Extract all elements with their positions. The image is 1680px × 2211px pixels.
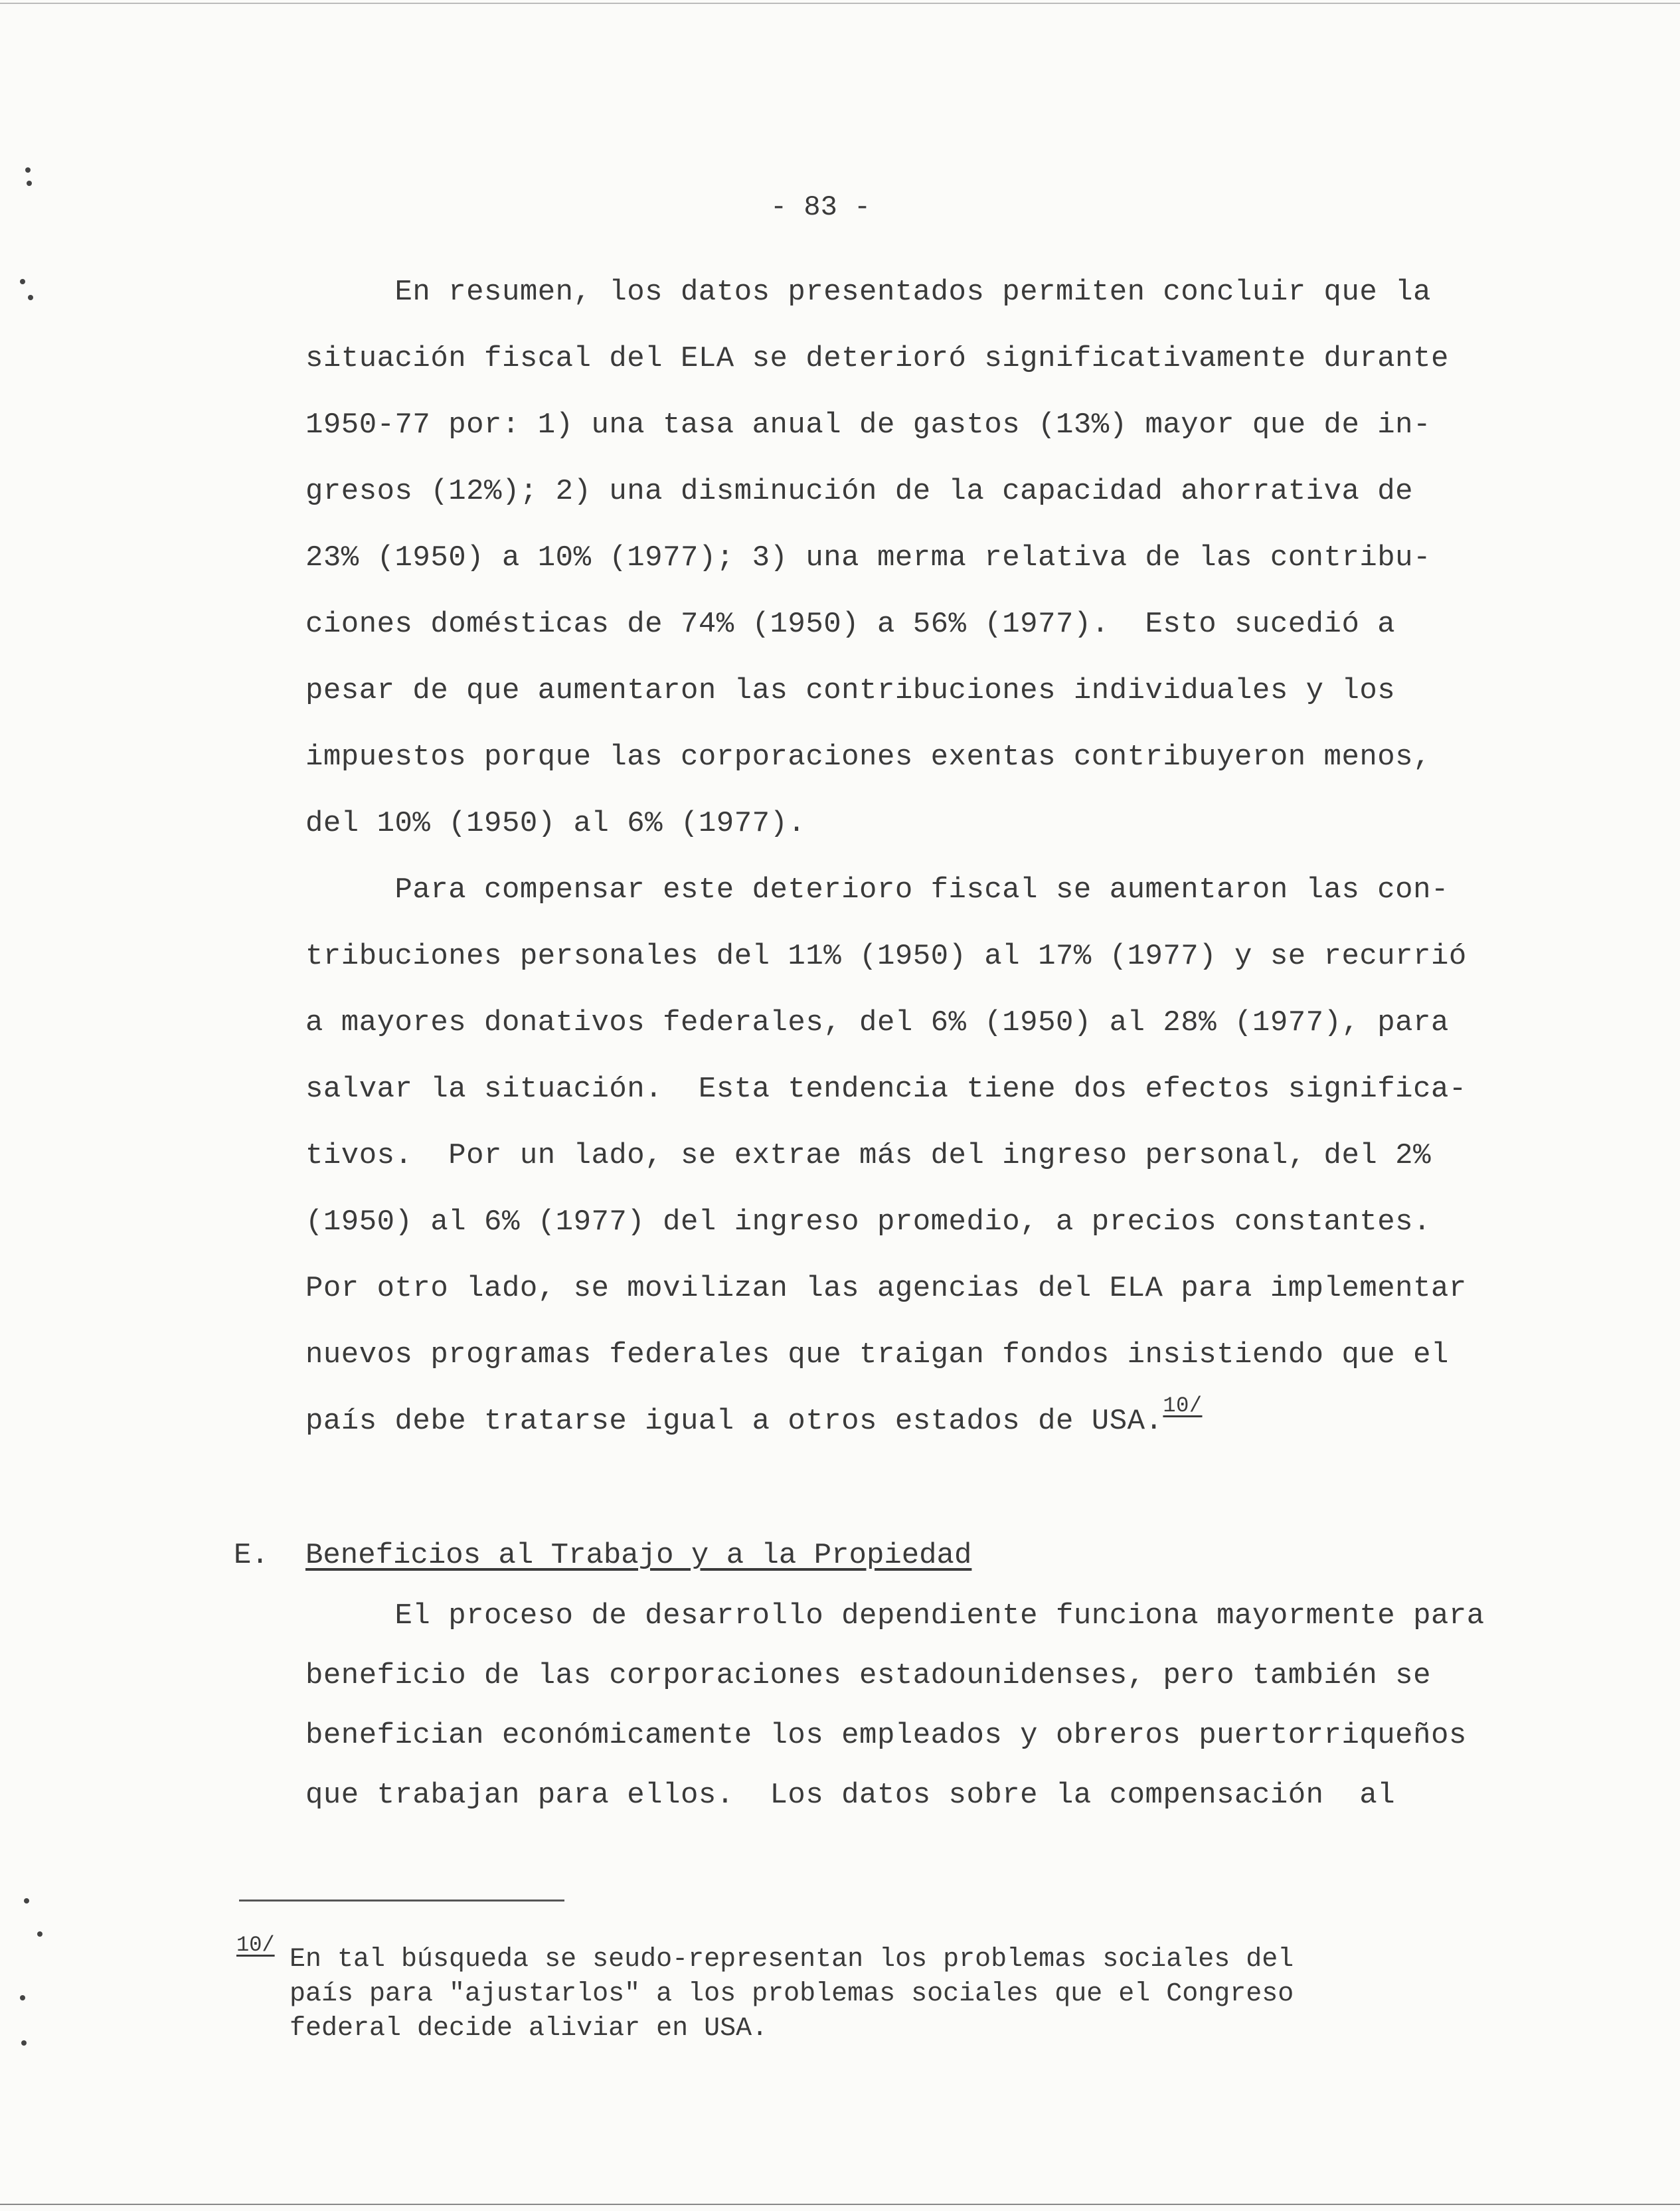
text-line [305, 1393, 1203, 1438]
scan-speck [25, 167, 31, 173]
footnote-divider [239, 1900, 564, 1901]
text-line: impuestos porque las corporaciones exentas contribuyeron menos, [305, 741, 1431, 774]
text-line: Por otro lado, se movilizan las agencias del ELA para implementar [305, 1272, 1467, 1305]
text-line: situación fiscal del ELA se deterioró significativamente durante [305, 342, 1449, 375]
text-line: 23% (1950) a 10% (1977); 3) una merma relativa de las contribu- [305, 541, 1431, 575]
footnote-line: En tal búsqueda se seudo-representan los problemas sociales del [290, 1945, 1294, 1975]
text-line: del 10% (1950) al 6% (1977). [305, 807, 806, 840]
text-line: tivos. Por un lado, se extrae más del ingreso personal, del 2% [305, 1139, 1431, 1172]
text-line: pesar de que aumentaron las contribuciones individuales y los [305, 674, 1396, 707]
scan-edge-bottom [0, 2204, 1680, 2205]
text-line: benefician económicamente los empleados y obreros puertorriqueños [305, 1719, 1467, 1752]
text-line: El proceso de desarrollo dependiente funciona mayormente para [305, 1599, 1485, 1633]
text-line: salvar la situación. Esta tendencia tiene dos efectos significa- [305, 1073, 1467, 1106]
footnote-reference[interactable]: 10/ [1163, 1393, 1203, 1418]
scan-speck [27, 181, 32, 186]
text-line: ciones domésticas de 74% (1950) a 56% (1977). Esto sucedió a [305, 608, 1396, 641]
scan-speck [37, 1931, 42, 1937]
text-line: beneficio de las corporaciones estadounidenses, pero también se [305, 1659, 1431, 1692]
scan-speck [20, 279, 25, 284]
text-line: tribuciones personales del 11% (1950) al 17% (1977) y se recurrió [305, 940, 1467, 973]
footnote-line: país para "ajustarlos" a los problemas sociales que el Congreso [290, 1979, 1294, 2009]
scan-speck [21, 2040, 27, 2046]
footnote-line: federal decide aliviar en USA. [290, 2014, 768, 2044]
text-line: En resumen, los datos presentados permiten concluir que la [305, 276, 1431, 309]
text-line: (1950) al 6% (1977) del ingreso promedio, a precios constantes. [305, 1205, 1431, 1239]
page-number: - 83 - [770, 191, 871, 223]
section-letter: E. [234, 1539, 269, 1572]
text-line: nuevos programas federales que traigan fondos insistiendo que el [305, 1338, 1449, 1371]
text-line-body: país debe tratarse igual a otros estados de USA. [305, 1405, 1163, 1438]
section-heading: Beneficios al Trabajo y a la Propiedad [305, 1539, 972, 1572]
scan-edge-top [0, 3, 1680, 4]
scan-speck [28, 295, 33, 300]
footnote-number: 10/ [236, 1933, 275, 1957]
text-line: gresos (12%); 2) una disminución de la capacidad ahorrativa de [305, 475, 1414, 508]
text-line: que trabajan para ellos. Los datos sobre la compensación al [305, 1779, 1396, 1812]
scan-speck [24, 1898, 29, 1903]
scan-speck [20, 1995, 25, 2000]
text-line: 1950-77 por: 1) una tasa anual de gastos (13%) mayor que de in- [305, 408, 1431, 442]
text-line: Para compensar este deterioro fiscal se aumentaron las con- [305, 873, 1449, 907]
text-line: a mayores donativos federales, del 6% (1950) al 28% (1977), para [305, 1006, 1449, 1039]
